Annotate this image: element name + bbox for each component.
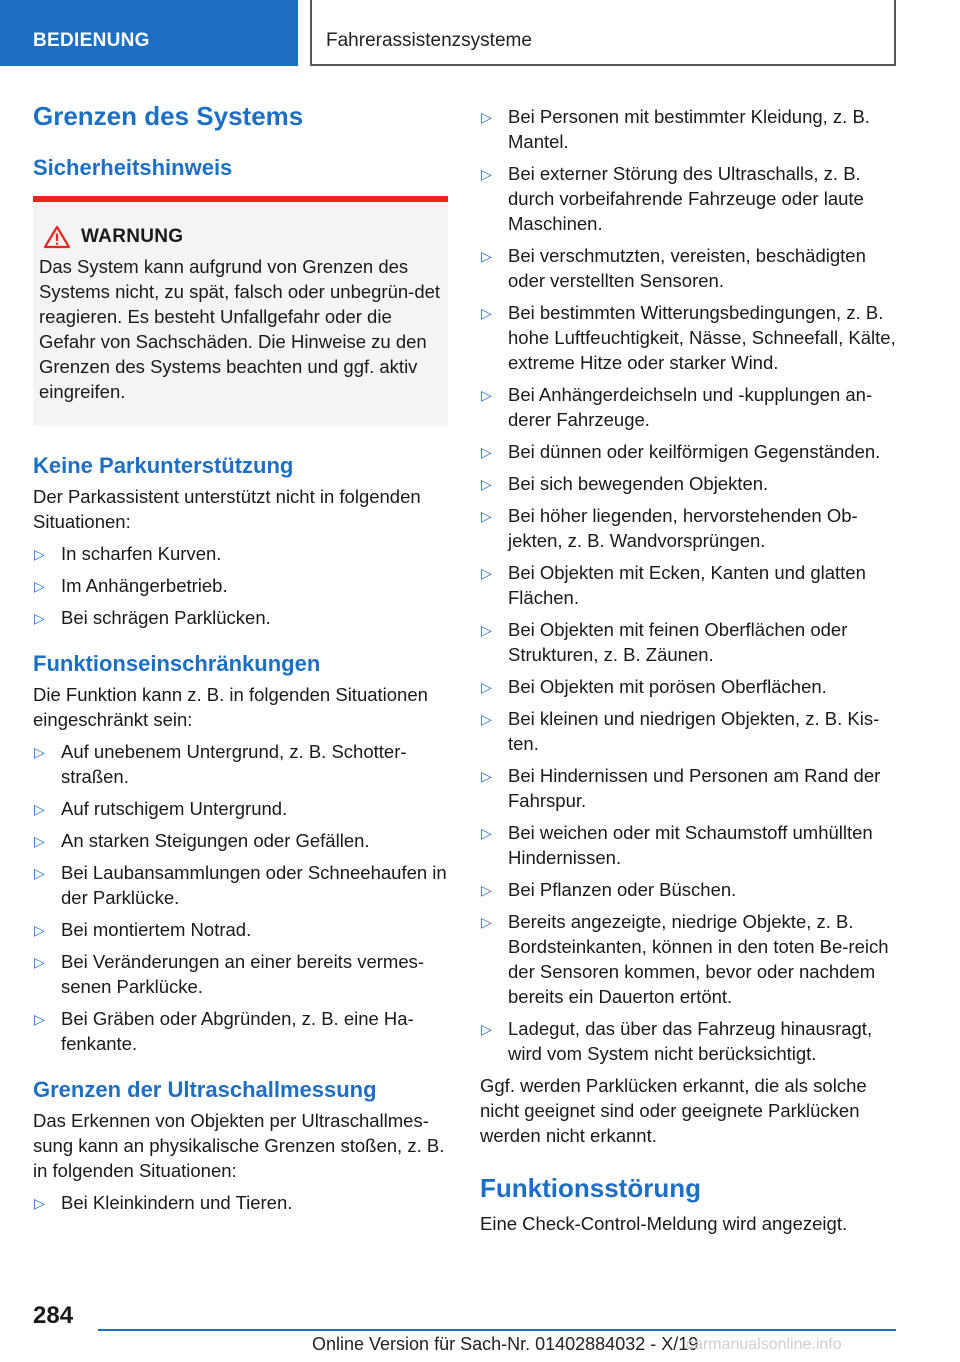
page-number: 284 [33,1302,74,1329]
list-item [33,605,448,630]
list-item-text: Bei Veränderungen an einer bereits vermes-senen Parklücke. [61,951,425,997]
list-item-text: Bei Anhängerdeichseln und -kupplungen an-derer Fahrzeuge. [508,384,873,430]
subtitle-safety-note: Sicherheitshinweis [33,155,233,180]
bullet-triangle-icon: ▷ [34,922,45,938]
bullet-triangle-icon: ▷ [481,248,492,264]
list-item [480,877,900,902]
watermark: carmanualsonline.info [686,1336,842,1353]
list-item [480,439,900,464]
warning-triangle-icon [43,225,71,249]
section-label: BEDIENUNG [33,30,150,51]
chapter-tab [310,0,896,66]
bullet-triangle-icon: ▷ [481,305,492,321]
list-item [480,300,900,375]
list-item [480,471,900,496]
list-item [33,1190,448,1215]
bullet-triangle-icon: ▷ [481,166,492,182]
list-item-text: Bei höher liegenden, hervorstehenden Ob-jekten, z. B. Wandvorsprüngen. [508,505,858,551]
bullet-triangle-icon: ▷ [481,387,492,403]
warning-box [33,196,448,426]
intro-no-park-support: Der Parkassistent unterstützt nicht in folgenden Situationen: [33,486,421,532]
list-item-text: Bei Gräben oder Abgründen, z. B. eine Ha-fenkante. [61,1008,414,1054]
bullet-triangle-icon: ▷ [481,679,492,695]
bullet-triangle-icon: ▷ [481,882,492,898]
page-title: Grenzen des Systems [33,101,304,131]
list-item [480,1016,900,1066]
bullet-triangle-icon: ▷ [34,954,45,970]
warning-text: Das System kann aufgrund von Grenzen des Systems nicht, zu spät, falsch oder unbegrün-det reagieren. Es besteht Unfallgefahr oder die Gefahr von Sachschäden. Die Hinweise zu den Grenzen des Systems beachten und ggf. aktiv eingreifen. [39,256,441,402]
list-item [33,573,448,598]
list-item-text: Im Anhängerbetrieb. [61,575,228,596]
list-item [480,820,900,870]
bullet-triangle-icon: ▷ [481,565,492,581]
list-item [480,161,900,236]
list-item-text: Bei Objekten mit Ecken, Kanten und glatten Flächen. [508,562,866,608]
bullet-triangle-icon: ▷ [481,1021,492,1037]
bullet-triangle-icon: ▷ [481,711,492,727]
list-item-text: Bei kleinen und niedrigen Objekten, z. B. Kis-ten. [508,708,880,754]
section-tab [0,0,298,66]
list-no-park-support [33,541,448,630]
list-item-text: Bereits angezeigte, niedrige Objekte, z. B. Bordsteinkanten, können in den toten Be-reich der Sensoren kommen, bevor oder nachdem bereits ein Dauerton ertönt. [508,911,889,1007]
list-item-text: Bei Objekten mit porösen Oberflächen. [508,676,827,697]
list-item-text: Auf rutschigem Untergrund. [61,798,288,819]
list-item-text: Bei Pflanzen oder Büschen. [508,879,737,900]
list-item-text: Auf unebenem Untergrund, z. B. Schotter-straßen. [61,741,407,787]
closing-note: Ggf. werden Parklücken erkannt, die als solche nicht geeignet sind oder geeignete Parklücken werden nicht erkannt. [480,1075,867,1146]
bullet-triangle-icon: ▷ [34,865,45,881]
list-item-text: Bei schrägen Parklücken. [61,607,271,628]
list-item [480,674,900,699]
intro-ultrasound-limits: Das Erkennen von Objekten per Ultraschallmes-sung kann an physikalische Grenzen stoßen, z. B. in folgenden Situationen: [33,1110,445,1181]
list-item-text: Bei Laubansammlungen oder Schneehaufen in der Parklücke. [61,862,447,908]
bullet-triangle-icon: ▷ [481,508,492,524]
bullet-triangle-icon: ▷ [34,610,45,626]
bullet-triangle-icon: ▷ [481,825,492,841]
list-item [480,706,900,756]
list-item-text: Bei sich bewegenden Objekten. [508,473,769,494]
list-item-text: Bei Kleinkindern und Tieren. [61,1192,293,1213]
list-item [33,917,448,942]
intro-function-limits: Die Funktion kann z. B. in folgenden Situationen eingeschränkt sein: [33,684,428,730]
bullet-triangle-icon: ▷ [34,1195,45,1211]
list-item [480,503,900,553]
list-item-text: Bei verschmutzten, vereisten, beschädigten oder verstellten Sensoren. [508,245,866,291]
list-item [33,1006,448,1056]
bullet-triangle-icon: ▷ [34,833,45,849]
bullet-triangle-icon: ▷ [481,476,492,492]
list-item-text: Bei bestimmten Witterungsbedingungen, z. B. hohe Luftfeuchtigkeit, Nässe, Schneefall, Kälte, extreme Hitze oder starker Wind. [508,302,896,373]
list-item [480,104,900,154]
list-item-text: Ladegut, das über das Fahrzeug hinausragt, wird vom System nicht berücksichtigt. [508,1018,873,1064]
list-function-limits [33,739,448,1056]
footer-divider [98,1329,896,1331]
list-item [33,828,448,853]
right-column [480,104,900,1236]
list-item-text: Bei Hindernissen und Personen am Rand der Fahrspur. [508,765,881,811]
bullet-triangle-icon: ▷ [481,914,492,930]
list-item [480,763,900,813]
heading-ultrasound-limits: Grenzen der Ultraschallmessung [33,1077,377,1102]
bullet-triangle-icon: ▷ [481,768,492,784]
list-item-text: In scharfen Kurven. [61,543,222,564]
left-column [33,100,448,1215]
list-item [480,382,900,432]
list-item-text: Bei externer Störung des Ultraschalls, z. B. durch vorbeifahrende Fahrzeuge oder laute Maschinen. [508,163,864,234]
list-item [480,560,900,610]
list-item-text: An starken Steigungen oder Gefällen. [61,830,370,851]
heading-function-limits: Funktionseinschränkungen [33,651,321,676]
bullet-triangle-icon: ▷ [34,744,45,760]
heading-malfunction: Funktionsstörung [480,1173,701,1203]
list-item [33,739,448,789]
list-item [480,617,900,667]
list-item [480,909,900,1009]
list-item [33,860,448,910]
list-ultrasound-limits-continued [480,104,900,1066]
warning-label: WARNUNG [81,226,184,247]
bullet-triangle-icon: ▷ [34,546,45,562]
list-item-text: Bei Personen mit bestimmter Kleidung, z. B. Mantel. [508,106,870,152]
heading-no-park-support: Keine Parkunterstützung [33,453,294,478]
list-item-text: Bei dünnen oder keilförmigen Gegenständen. [508,441,881,462]
list-item-text: Bei weichen oder mit Schaumstoff umhüllten Hindernissen. [508,822,873,868]
list-item [33,796,448,821]
page-header [0,0,960,66]
list-item-text: Bei montiertem Notrad. [61,919,252,940]
bullet-triangle-icon: ▷ [34,801,45,817]
bullet-triangle-icon: ▷ [481,622,492,638]
bullet-triangle-icon: ▷ [481,109,492,125]
chapter-label: Fahrerassistenzsysteme [326,30,532,51]
list-ultrasound-limits [33,1190,448,1215]
text-malfunction: Eine Check-Control-Meldung wird angezeigt. [480,1213,848,1234]
list-item-text: Bei Objekten mit feinen Oberflächen oder Strukturen, z. B. Zäunen. [508,619,848,665]
bullet-triangle-icon: ▷ [34,1011,45,1027]
online-version-note: Online Version für Sach-Nr. 01402884032 - X/19 [312,1334,699,1354]
list-item [33,541,448,566]
bullet-triangle-icon: ▷ [481,444,492,460]
warning-header [39,224,442,250]
list-item [33,949,448,999]
bullet-triangle-icon: ▷ [34,578,45,594]
list-item [480,243,900,293]
